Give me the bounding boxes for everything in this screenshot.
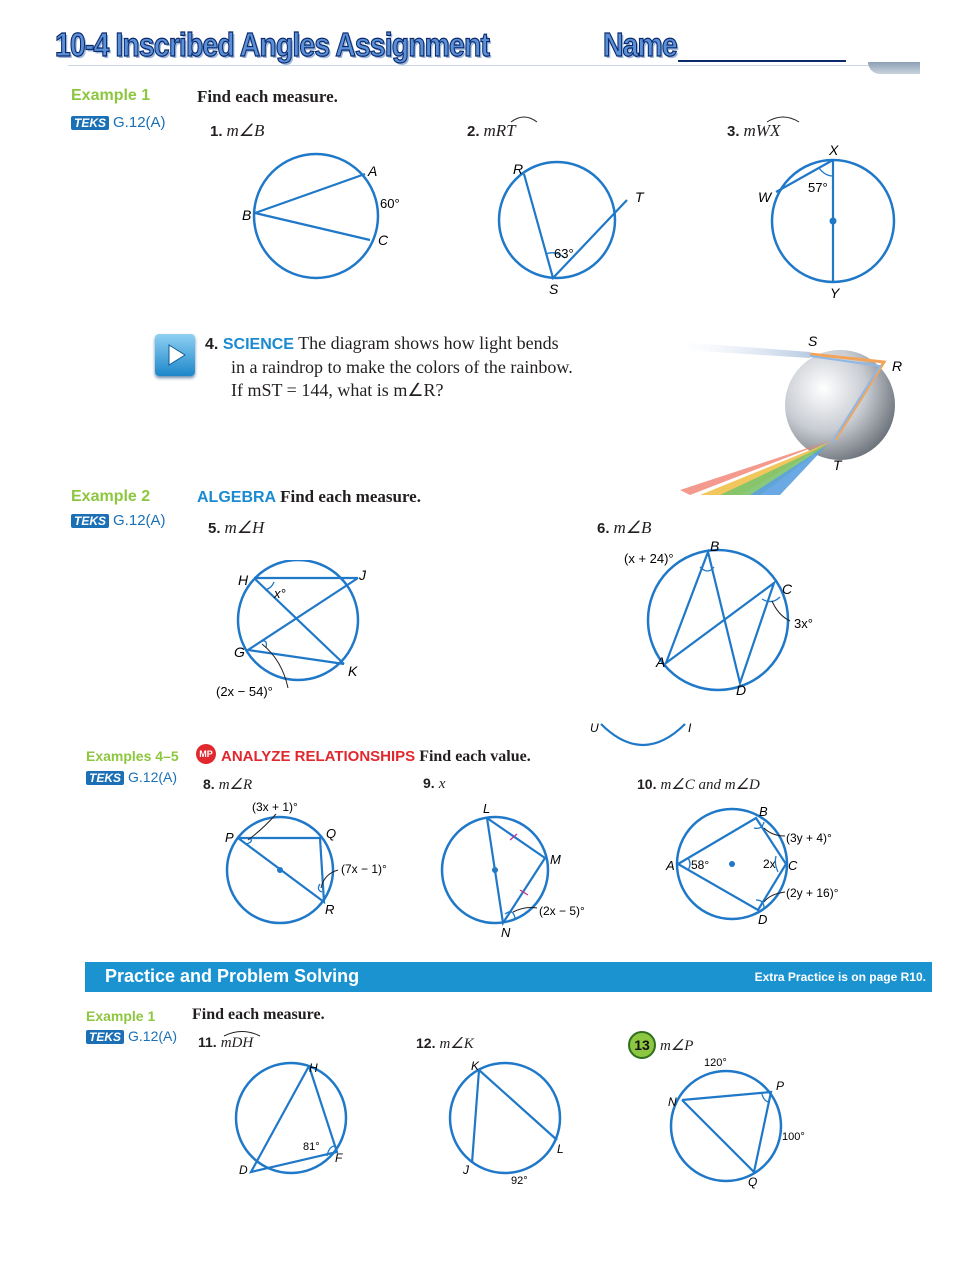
practice-title: Practice and Problem Solving [105,966,360,986]
point-label: C [378,232,389,248]
problem-6: 6. m∠B [597,518,652,537]
teks-badge: TEKS [86,771,124,785]
point-label: H [238,572,249,588]
instruction: ANALYZE RELATIONSHIPS Find each value. [221,748,531,765]
problem-12: 12. m∠K [416,1035,474,1052]
play-video-button[interactable] [155,334,195,376]
point-label: J [463,1163,469,1177]
play-icon [155,334,195,376]
instruction: ALGEBRA Find each measure. [197,487,421,506]
point-label: B [759,804,768,819]
point-label: K [348,663,358,679]
point-label: F [335,1151,343,1165]
point-label: G [234,644,245,660]
instruction: Find each measure. [197,87,338,106]
point-label: I [688,721,692,735]
point-label: S [549,281,559,297]
diagram-problem-1 [240,150,430,290]
point-label: K [471,1059,480,1073]
problem-1: 1. m∠B [210,121,265,140]
point-label: P [225,830,234,845]
point-label: U [590,721,599,735]
point-label: J [359,567,366,583]
angle-measure: 81° [303,1141,320,1153]
point-label: D [758,912,768,927]
problem-3: 3. mWX [727,121,781,140]
problem-13: 13 m∠P [628,1031,693,1059]
point-label: N [501,925,511,940]
diagram-problem-12 [445,1058,615,1188]
angle-expression: 2x [763,857,776,871]
raindrop-diagram [680,330,920,495]
arc-symbol [222,1028,262,1037]
arc-symbol [765,113,801,123]
point-label: Q [748,1175,758,1189]
teks-badge: TEKS [71,116,109,130]
point-label: H [309,1061,318,1075]
teks-standard: TEKS G.12(A) [86,1028,177,1044]
arc-measure: 92° [511,1175,528,1187]
point-label: B [710,538,720,554]
point-label: M [550,852,561,867]
algebra-keyword: ALGEBRA [197,489,277,506]
mp-badge: MP [196,744,216,764]
page-title: 10-4 Inscribed Angles Assignment [55,26,490,63]
point-label: W [758,189,772,205]
header-divider [68,65,918,66]
angle-expression: (2x − 5)° [539,904,585,918]
analyze-keyword: ANALYZE RELATIONSHIPS [221,748,416,765]
point-label: S [808,333,818,349]
diagram-problem-3 [750,140,930,305]
problem-11: 11. mDH [198,1034,254,1051]
angle-expression: 3x° [794,616,813,631]
arc-symbol [509,113,539,123]
science-keyword: SCIENCE [222,336,294,353]
point-label: A [368,163,378,179]
point-label: T [833,457,842,473]
point-label: D [239,1163,248,1177]
point-label: C [788,858,798,873]
point-label: L [557,1142,564,1156]
cut-diagram-fragment [585,718,705,748]
angle-measure: x° [274,586,286,601]
problem-5: 5. m∠H [208,518,265,537]
angle-expression: (x + 24)° [624,551,674,566]
problem-8: 8. m∠R [203,776,253,793]
teks-standard: TEKS G.12(A) [71,512,166,529]
arc-measure: 60° [380,196,400,211]
angle-expression: (3x + 1)° [252,800,298,814]
angle-measure: 58° [691,858,710,872]
diagram-problem-2 [495,150,675,300]
point-label: R [513,161,524,177]
point-label: T [635,189,644,205]
example-label: Examples 4–5 [86,748,179,764]
diagram-problem-5 [210,560,410,710]
point-label: R [325,902,335,917]
instruction: Find each measure. [192,1006,325,1023]
diagram-problem-10 [660,800,860,930]
problem-10: 10. m∠C and m∠D [637,776,760,793]
teks-badge: TEKS [86,1030,124,1044]
diagram-problem-9 [435,798,605,943]
diagram-problem-8 [218,798,408,928]
point-label: L [483,801,491,816]
example-label: Example 1 [86,1008,156,1024]
angle-expression: (2x − 54)° [216,684,273,699]
problem-13-badge: 13 [628,1031,656,1059]
point-label: Q [326,826,337,841]
page-corner-tab [868,62,920,74]
point-label: D [736,682,747,698]
point-label: A [666,858,675,873]
point-label: C [782,581,793,597]
point-label: B [242,207,252,223]
point-label: P [776,1079,785,1093]
teks-standard: TEKS G.12(A) [71,114,166,131]
arc-measure: 120° [704,1057,727,1069]
problem-2: 2. mRT [467,121,516,140]
example-label: Example 2 [71,488,151,505]
angle-expression: (2y + 16)° [786,886,839,900]
point-label: R [892,358,903,374]
name-label: Name [603,26,677,63]
point-label: A [656,654,666,670]
example-label: Example 1 [71,87,151,104]
teks-badge: TEKS [71,514,109,528]
arc-measure: 100° [782,1131,805,1143]
practice-banner [85,962,932,992]
problem-9: 9. x [423,775,446,792]
angle-measure: 57° [808,180,828,195]
point-label: Y [830,285,840,301]
diagram-problem-6 [610,535,840,700]
diagram-problem-11 [225,1058,395,1188]
angle-expression: (7x − 1)° [341,862,387,876]
extra-practice-note: Extra Practice is on page R10. [754,970,926,984]
point-label: N [668,1095,677,1109]
angle-expression: (3y + 4)° [786,831,832,845]
angle-measure: 63° [554,246,574,261]
point-label: X [829,142,839,158]
diagram-problem-13 [660,1052,830,1192]
name-blank-line[interactable] [678,60,846,62]
teks-standard: TEKS G.12(A) [86,769,177,785]
problem-4: 4. SCIENCE The diagram shows how light bends in a raindrop to make the colors of the rainbow. If mST = 144, what is m∠R? [205,333,573,400]
